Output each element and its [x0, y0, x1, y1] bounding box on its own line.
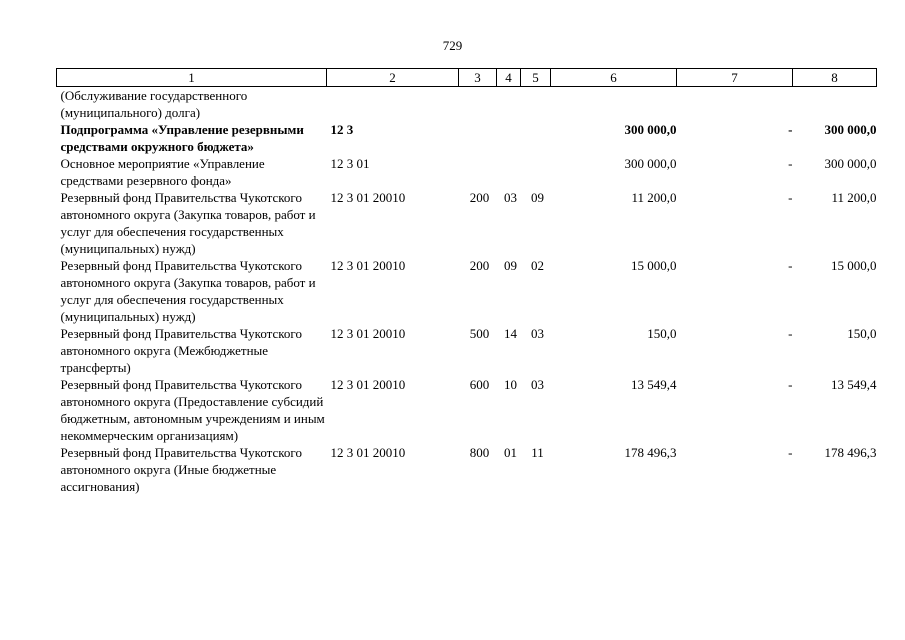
row-total: 300 000,0: [824, 156, 877, 171]
row-code: 12 3 01 20010: [330, 377, 406, 392]
table-row: [57, 87, 877, 122]
row-vr: [459, 87, 497, 122]
header-col-6: 6: [551, 69, 677, 87]
header-col-4: 4: [497, 69, 521, 87]
row-pr: 02: [531, 258, 544, 273]
row-vr: [459, 155, 497, 189]
row-rz: [497, 155, 521, 189]
row-pr: [521, 155, 551, 189]
header-col-2: 2: [327, 69, 459, 87]
row-vr: 600: [469, 377, 490, 392]
row-amount: [551, 87, 677, 122]
row-amount: 178 496,3: [624, 445, 677, 460]
row-name: Резервный фонд Правительства Чукотского автономного округа (Межбюджетные трансферты): [60, 326, 302, 375]
row-col7: -: [788, 258, 793, 273]
row-rz: [497, 87, 521, 122]
table-header-row: [57, 69, 877, 87]
header-col-5: 5: [521, 69, 551, 87]
row-rz: 01: [504, 445, 517, 460]
row-total: 13 549,4: [831, 377, 877, 392]
row-pr: [521, 87, 551, 122]
row-col7: -: [788, 326, 793, 341]
row-total: 150,0: [847, 326, 877, 341]
table-row: [57, 155, 877, 189]
row-name: Основное мероприятие «Управление средствами резервного фонда»: [60, 156, 265, 188]
row-col7: [677, 87, 793, 122]
row-name: Резервный фонд Правительства Чукотского автономного округа (Закупка товаров, работ и услуг для обеспечения государственных (муниципальных) нужд): [60, 258, 316, 324]
row-rz: 09: [504, 258, 517, 273]
row-name: (Обслуживание государственного (муниципального) долга): [60, 88, 248, 120]
row-amount: 11 200,0: [631, 190, 677, 205]
budget-table: [56, 68, 877, 495]
row-col7: -: [788, 122, 793, 137]
header-col-8: 8: [793, 69, 877, 87]
table-row: [57, 121, 877, 155]
row-vr: [459, 121, 497, 155]
row-pr: [521, 121, 551, 155]
table-row: [57, 376, 877, 444]
row-amount: 150,0: [647, 326, 677, 341]
row-col7: -: [788, 156, 793, 171]
row-name: Подпрограмма «Управление резервными средствами окружного бюджета»: [60, 122, 304, 154]
row-total: 300 000,0: [824, 122, 877, 137]
header-col-7: 7: [677, 69, 793, 87]
header-col-3: 3: [459, 69, 497, 87]
row-vr: 800: [469, 445, 490, 460]
row-code: 12 3 01 20010: [330, 445, 406, 460]
row-name: Резервный фонд Правительства Чукотского автономного округа (Иные бюджетные ассигнования): [60, 445, 302, 494]
row-total: [793, 87, 877, 122]
row-pr: 03: [531, 326, 544, 341]
row-pr: 09: [531, 190, 544, 205]
table-body: [57, 87, 877, 496]
row-code: [327, 87, 459, 122]
header-col-1: 1: [57, 69, 327, 87]
row-amount: 13 549,4: [631, 377, 677, 392]
row-code: 12 3 01 20010: [330, 190, 406, 205]
row-amount: 15 000,0: [631, 258, 677, 273]
row-total: 15 000,0: [831, 258, 877, 273]
row-rz: 14: [504, 326, 517, 341]
row-col7: -: [788, 377, 793, 392]
row-pr: 03: [531, 377, 544, 392]
table-row: [57, 189, 877, 257]
row-vr: 500: [469, 326, 490, 341]
row-code: 12 3 01: [330, 156, 370, 171]
row-vr: 200: [469, 190, 490, 205]
row-col7: -: [788, 445, 793, 460]
row-name: Резервный фонд Правительства Чукотского автономного округа (Предоставление субсидий бюджетным, автономным учреждениям и иным некоммерческим организациям): [60, 377, 325, 443]
row-total: 11 200,0: [831, 190, 877, 205]
row-total: 178 496,3: [824, 445, 877, 460]
row-code: 12 3: [330, 122, 354, 137]
table-row: [57, 257, 877, 325]
row-rz: [497, 121, 521, 155]
page-number: 729: [442, 38, 463, 53]
table-row: [57, 325, 877, 376]
row-rz: 10: [504, 377, 517, 392]
row-pr: 11: [531, 445, 544, 460]
row-col7: -: [788, 190, 793, 205]
row-amount: 300 000,0: [624, 122, 677, 137]
row-code: 12 3 01 20010: [330, 258, 406, 273]
table-row: [57, 444, 877, 495]
row-name: Резервный фонд Правительства Чукотского автономного округа (Закупка товаров, работ и услуг для обеспечения государственных (муниципальных) нужд): [60, 190, 316, 256]
row-amount: 300 000,0: [624, 156, 677, 171]
row-rz: 03: [504, 190, 517, 205]
row-code: 12 3 01 20010: [330, 326, 406, 341]
row-vr: 200: [469, 258, 490, 273]
